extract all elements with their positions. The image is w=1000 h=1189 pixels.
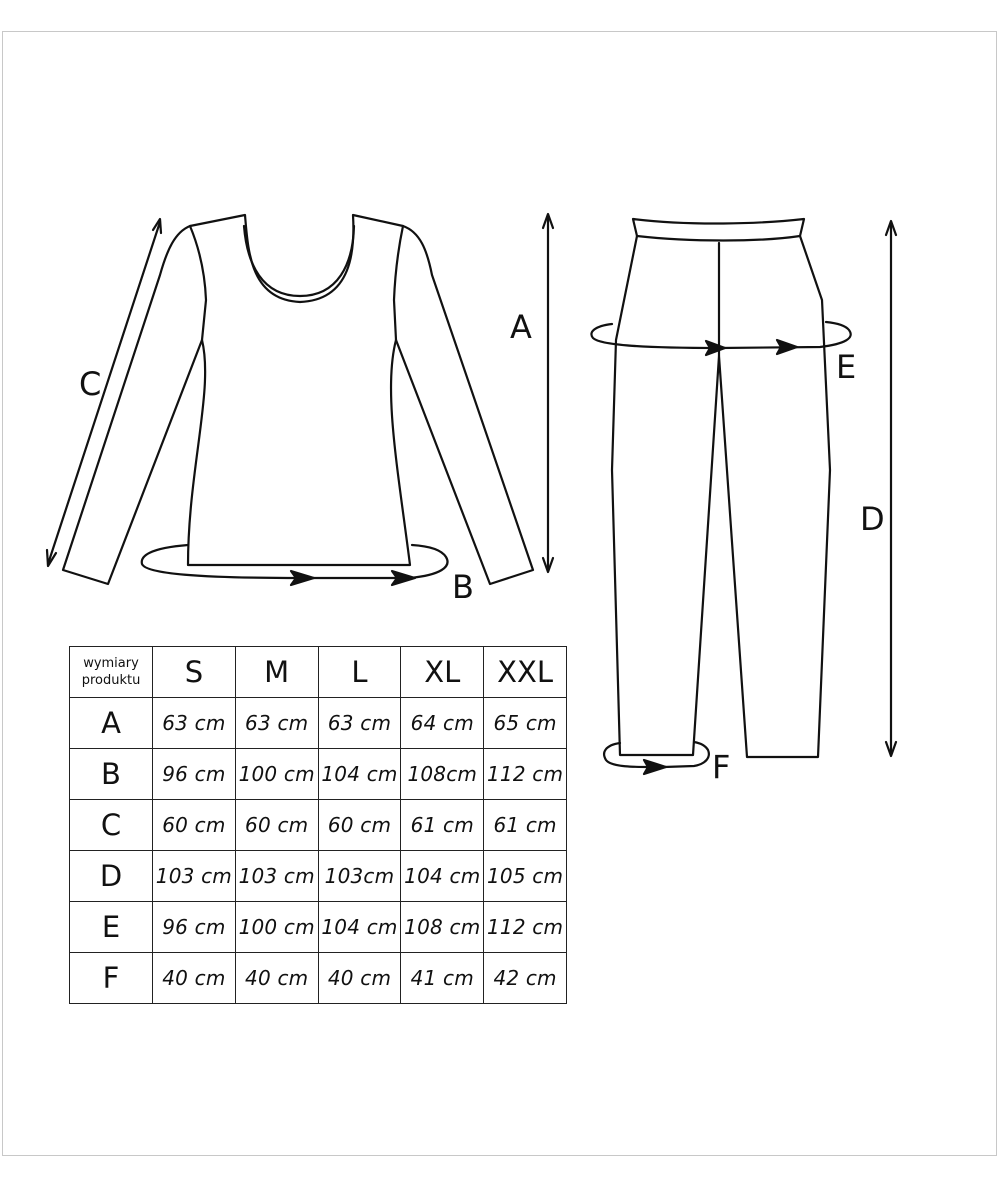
measure-cell: 64 cm — [401, 698, 484, 749]
label-a: A — [510, 308, 532, 346]
measure-arrow-c — [48, 222, 160, 564]
measure-cell: 60 cm — [153, 800, 236, 851]
measure-cell: 112 cm — [484, 902, 567, 953]
measure-cell: 105 cm — [484, 851, 567, 902]
measure-cell: 60 cm — [318, 800, 401, 851]
measure-cell: 108 cm — [401, 902, 484, 953]
measure-cell: 63 cm — [318, 698, 401, 749]
measure-cell: 103 cm — [235, 851, 318, 902]
size-table — [69, 646, 567, 1004]
measure-cell: 112 cm — [484, 749, 567, 800]
measure-cell: 41 cm — [401, 953, 484, 1004]
measure-cell: 100 cm — [235, 902, 318, 953]
size-header: XL — [401, 647, 484, 698]
measure-cell: 104 cm — [318, 902, 401, 953]
label-f: F — [712, 748, 731, 786]
measure-cell: 104 cm — [318, 749, 401, 800]
table-row — [70, 851, 567, 902]
top-garment — [63, 215, 533, 584]
size-header: XXL — [484, 647, 567, 698]
measure-cell: 61 cm — [401, 800, 484, 851]
row-key: A — [70, 698, 153, 749]
table-row — [70, 953, 567, 1004]
row-key: F — [70, 953, 153, 1004]
measure-cell: 42 cm — [484, 953, 567, 1004]
measure-cell: 104 cm — [401, 851, 484, 902]
row-key: E — [70, 902, 153, 953]
measure-cell: 103cm — [318, 851, 401, 902]
measure-cell: 63 cm — [153, 698, 236, 749]
row-key: C — [70, 800, 153, 851]
size-header: S — [153, 647, 236, 698]
label-c: C — [79, 365, 102, 403]
measure-cell: 40 cm — [235, 953, 318, 1004]
row-key: B — [70, 749, 153, 800]
measure-cell: 103 cm — [153, 851, 236, 902]
measure-cell: 40 cm — [153, 953, 236, 1004]
table-row — [70, 749, 567, 800]
label-d: D — [860, 500, 885, 538]
table-row — [70, 698, 567, 749]
size-header: M — [235, 647, 318, 698]
measure-cell: 96 cm — [153, 749, 236, 800]
measure-cell: 96 cm — [153, 902, 236, 953]
label-e: E — [836, 348, 857, 386]
table-row — [70, 902, 567, 953]
measure-loop-e — [591, 322, 850, 355]
table-header-row — [70, 647, 567, 698]
table-row — [70, 800, 567, 851]
measure-cell: 40 cm — [318, 953, 401, 1004]
row-key: D — [70, 851, 153, 902]
measure-cell: 60 cm — [235, 800, 318, 851]
measure-cell: 108cm — [401, 749, 484, 800]
size-header: L — [318, 647, 401, 698]
trousers-garment — [612, 219, 830, 757]
corner-header: wymiary produktu — [70, 647, 153, 698]
measure-cell: 63 cm — [235, 698, 318, 749]
measure-cell: 61 cm — [484, 800, 567, 851]
label-b: B — [452, 568, 474, 606]
measure-cell: 100 cm — [235, 749, 318, 800]
measure-cell: 65 cm — [484, 698, 567, 749]
